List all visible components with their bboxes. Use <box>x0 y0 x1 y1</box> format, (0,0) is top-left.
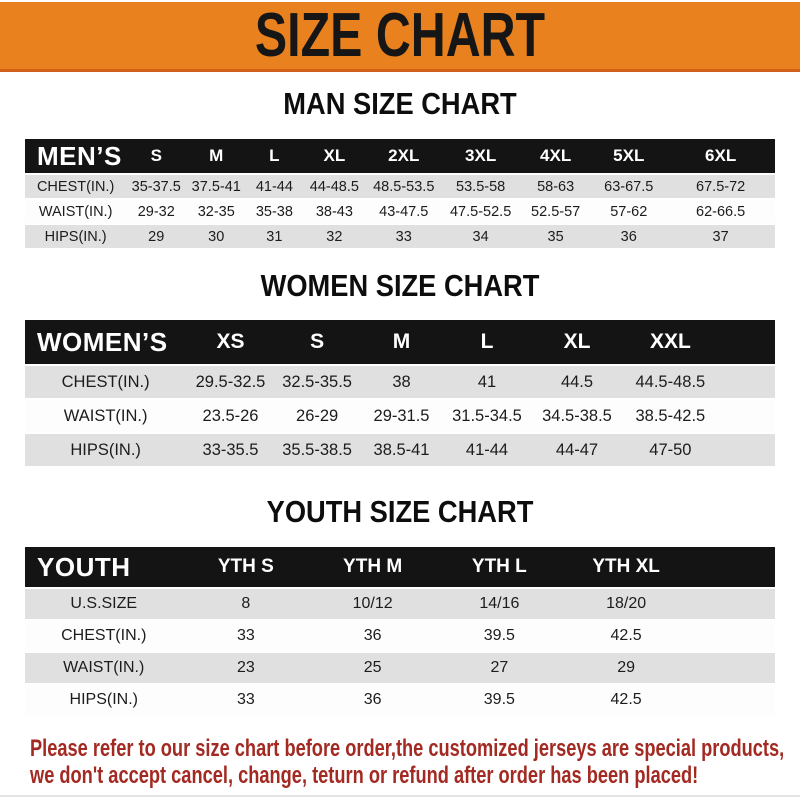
men-header-row <box>25 139 775 173</box>
size-value-cell: 33 <box>236 691 255 708</box>
size-value-cell: 34.5-38.5 <box>542 406 612 425</box>
table-row <box>25 653 775 683</box>
size-value-cell: 53.5-58 <box>456 178 506 195</box>
size-value-cell-empty <box>717 400 775 432</box>
size-value-cell: 63-67.5 <box>604 178 654 195</box>
size-value-cell: 62-66.5 <box>696 203 746 220</box>
size-value-cell: 35-37.5 <box>131 178 181 195</box>
column-header: 2XL <box>366 139 441 173</box>
table-row <box>25 400 775 432</box>
table-row <box>25 685 775 715</box>
size-value-cell: 39.5 <box>483 691 515 708</box>
size-value-cell: 25 <box>363 659 382 676</box>
size-value-cell: 38 <box>392 372 411 391</box>
row-label: HIPS(IN.) <box>44 228 107 245</box>
row-label: U.S.SIZE <box>70 595 138 612</box>
size-value-cell: 36 <box>363 627 382 644</box>
youth-header-row <box>25 547 775 587</box>
size-value-cell: 29 <box>617 659 635 676</box>
size-value-cell-empty <box>689 589 775 619</box>
column-header: L <box>444 320 531 364</box>
size-value-cell: 23.5-26 <box>202 406 259 425</box>
youth-section-title: YOUTH SIZE CHART <box>266 494 534 529</box>
men-size-table <box>25 137 775 250</box>
size-value-cell: 31.5-34.5 <box>452 406 522 425</box>
youth-size-table <box>25 545 775 717</box>
size-value-cell: 26-29 <box>296 406 339 425</box>
column-header: 3XL <box>441 139 520 173</box>
banner-title: SIZE CHART <box>254 0 546 70</box>
size-value-cell-empty <box>689 621 775 651</box>
column-header: XL <box>303 139 367 173</box>
disclaimer-line-2: we don't accept cancel, change, teturn or refund after order has been placed! <box>30 762 699 789</box>
column-header: M <box>186 139 246 173</box>
column-header: S <box>275 320 360 364</box>
size-value-cell: 42.5 <box>610 691 642 708</box>
column-header: YTH XL <box>563 547 690 587</box>
size-value-cell: 33 <box>395 228 412 245</box>
size-value-cell: 44.5-48.5 <box>635 372 706 391</box>
size-value-cell: 18/20 <box>606 595 647 612</box>
men-section-title: MAN SIZE CHART <box>283 86 517 121</box>
size-value-cell: 30 <box>208 228 225 245</box>
size-value-cell: 41-44 <box>465 440 509 459</box>
table-row <box>25 225 775 248</box>
column-header: 5XL <box>591 139 666 173</box>
size-value-cell: 35 <box>547 228 564 245</box>
size-value-cell: 29 <box>148 228 165 245</box>
size-value-cell: 43-47.5 <box>379 203 429 220</box>
size-value-cell: 14/16 <box>479 595 520 612</box>
column-header: XL <box>531 320 624 364</box>
size-value-cell: 27 <box>490 659 509 676</box>
column-header: XS <box>186 320 275 364</box>
row-label: HIPS(IN.) <box>70 440 141 459</box>
row-label: CHEST(IN.) <box>61 627 147 644</box>
table-corner-label: YOUTH <box>25 547 182 587</box>
column-header: M <box>360 320 444 364</box>
size-value-cell: 29.5-32.5 <box>195 372 266 391</box>
size-value-cell: 8 <box>241 595 251 612</box>
size-value-cell: 38-43 <box>315 203 353 220</box>
size-value-cell: 37 <box>712 228 729 245</box>
column-header: 6XL <box>666 139 775 173</box>
row-label: WAIST(IN.) <box>38 203 113 220</box>
size-value-cell: 44.5 <box>560 372 594 391</box>
size-value-cell: 38.5-42.5 <box>635 406 706 425</box>
table-row <box>25 200 775 223</box>
size-value-cell: 23 <box>236 659 255 676</box>
size-value-cell: 52.5-57 <box>531 203 581 220</box>
disclaimer-line-1: Please refer to our size chart before order,the customized jerseys are special products, <box>30 735 785 762</box>
size-value-cell: 33-35.5 <box>202 440 259 459</box>
size-value-cell: 48.5-53.5 <box>373 178 435 195</box>
size-value-cell: 42.5 <box>610 627 642 644</box>
row-label: WAIST(IN.) <box>63 659 145 676</box>
size-value-cell: 47-50 <box>649 440 692 459</box>
size-value-cell: 39.5 <box>483 627 515 644</box>
size-value-cell: 10/12 <box>352 595 393 612</box>
size-value-cell: 35-38 <box>255 203 293 220</box>
column-header: S <box>126 139 186 173</box>
size-value-cell: 38.5-41 <box>373 440 430 459</box>
table-corner-label: MEN’S <box>25 139 126 173</box>
size-value-cell: 33 <box>236 627 255 644</box>
size-value-cell-empty <box>717 434 775 466</box>
size-value-cell: 58-63 <box>537 178 575 195</box>
size-value-cell-empty <box>717 366 775 398</box>
size-value-cell: 32-35 <box>197 203 235 220</box>
size-value-cell-empty <box>689 653 775 683</box>
size-value-cell: 36 <box>620 228 637 245</box>
size-value-cell: 41 <box>477 372 497 391</box>
size-value-cell: 29-32 <box>137 203 175 220</box>
size-value-cell: 47.5-52.5 <box>449 203 512 220</box>
size-value-cell-empty <box>689 685 775 715</box>
size-value-cell: 36 <box>363 691 382 708</box>
row-label: WAIST(IN.) <box>63 406 148 425</box>
column-header: YTH L <box>436 547 563 587</box>
table-row <box>25 434 775 466</box>
size-value-cell: 29-31.5 <box>373 406 430 425</box>
row-label: HIPS(IN.) <box>69 691 138 708</box>
row-label: CHEST(IN.) <box>36 178 115 195</box>
size-value-cell: 37.5-41 <box>191 178 241 195</box>
women-size-table <box>25 318 775 468</box>
disclaimer <box>30 735 800 789</box>
size-value-cell: 67.5-72 <box>696 178 746 195</box>
size-chart-banner <box>0 2 800 72</box>
size-value-cell: 44-47 <box>555 440 599 459</box>
size-value-cell: 35.5-38.5 <box>282 440 352 459</box>
bottom-divider <box>0 795 800 797</box>
size-value-cell: 32.5-35.5 <box>282 372 352 391</box>
column-header: YTH M <box>309 547 436 587</box>
size-value-cell: 32 <box>326 228 343 245</box>
column-header-empty <box>689 547 775 587</box>
table-row <box>25 175 775 198</box>
size-value-cell: 31 <box>266 228 283 245</box>
column-header: 4XL <box>520 139 591 173</box>
table-row <box>25 589 775 619</box>
column-header-empty <box>717 320 775 364</box>
column-header: XXL <box>624 320 718 364</box>
women-header-row <box>25 320 775 364</box>
size-value-cell: 41-44 <box>255 178 293 195</box>
size-value-cell: 34 <box>472 228 489 245</box>
women-section-title: WOMEN SIZE CHART <box>260 268 540 303</box>
row-label: CHEST(IN.) <box>61 372 150 391</box>
table-corner-label: WOMEN’S <box>25 320 186 364</box>
column-header: L <box>246 139 302 173</box>
table-row <box>25 366 775 398</box>
column-header: YTH S <box>182 547 309 587</box>
table-row <box>25 621 775 651</box>
size-value-cell: 44-48.5 <box>309 178 359 195</box>
size-value-cell: 57-62 <box>610 203 648 220</box>
